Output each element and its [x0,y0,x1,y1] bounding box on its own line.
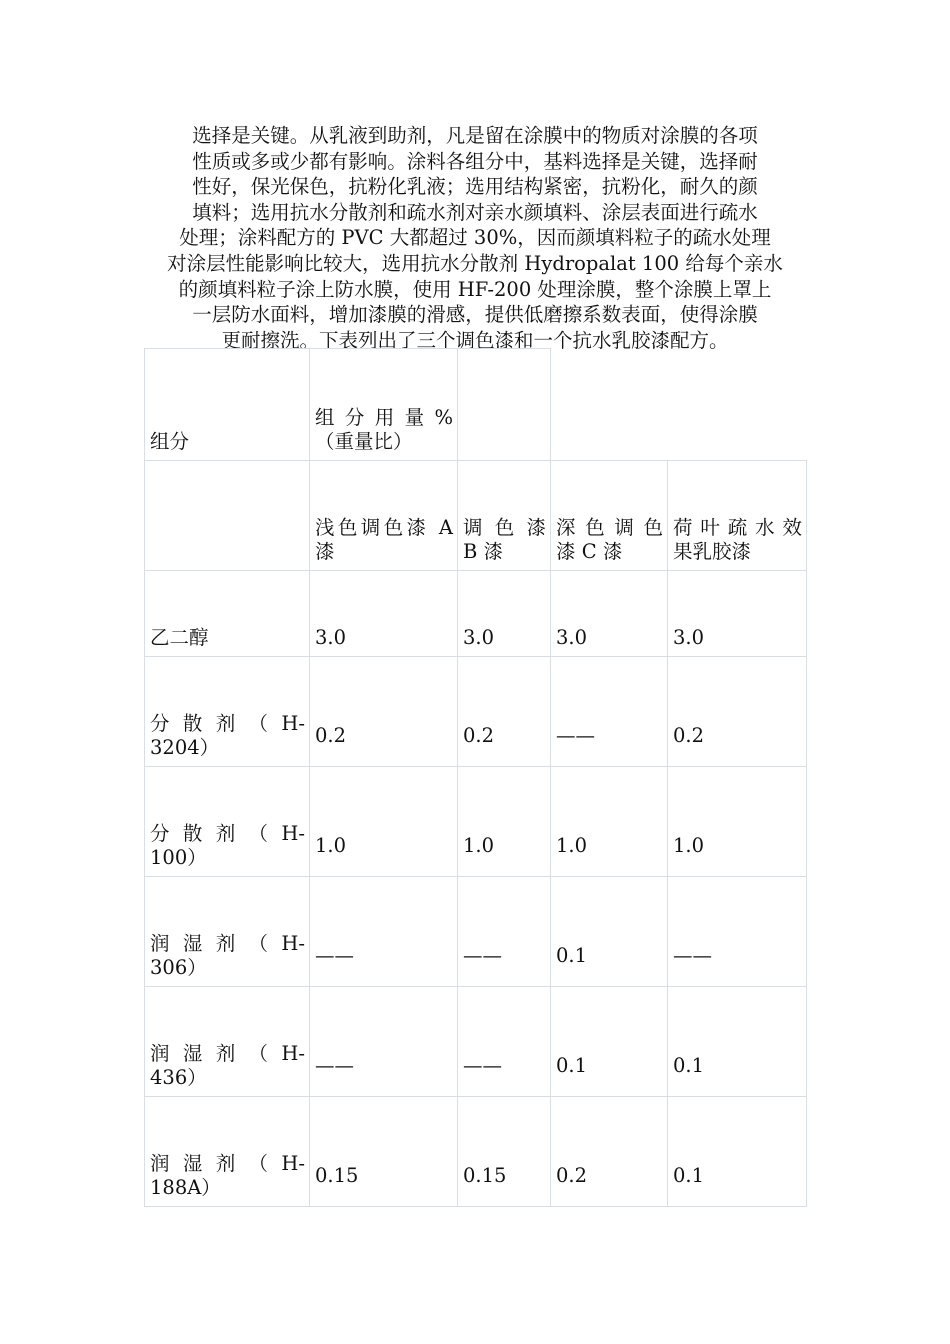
column-header-b: 调 色 漆 B 漆 [458,461,551,571]
cell-value: —— [551,657,668,767]
formula-table [144,348,807,1207]
paragraph-line: 一层防水面料，增加漆膜的滑感，提供低磨擦系数表面，使得涂膜 [192,303,758,327]
paragraph-line: 更耐擦洗。下表列出了三个调色漆和一个抗水乳胶漆配方。 [221,328,729,352]
column-header-c: 深 色 调 色 漆 C 漆 [551,461,668,571]
cell-value: 3.0 [668,571,807,657]
paragraph-line: 填料；选用抗水分散剂和疏水剂对亲水颜填料、涂层表面进行疏水 [192,200,758,224]
table-subheader-row [145,461,807,571]
cell-value: 0.1 [551,877,668,987]
cell-value: 1.0 [310,767,458,877]
column-header-d: 荷 叶 疏 水 效 果乳胶漆 [668,461,807,571]
cell-value: —— [458,987,551,1097]
row-label: 分 散 剂 （ H-3204） [145,657,310,767]
cell-value: —— [458,877,551,987]
cell-value: —— [668,877,807,987]
row-label: 润 湿 剂 （ H-188A） [145,1097,310,1207]
cell-value: 0.2 [551,1097,668,1207]
header-component: 组分 [145,349,310,461]
cell-value: 3.0 [458,571,551,657]
cell-value: 0.2 [668,657,807,767]
table-row [145,987,807,1097]
paragraph-line: 处理；涂料配方的 PVC 大都超过 30%，因而颜填料粒子的疏水处理 [179,226,771,250]
header-amount: 组 分 用 量 %（重量比） [310,349,458,461]
row-label: 润 湿 剂 （ H-306） [145,877,310,987]
cell-value: 0.1 [668,1097,807,1207]
cell-value: 1.0 [668,767,807,877]
subheader-empty-cell [145,461,310,571]
paragraph-line: 对涂层性能影响比较大，选用抗水分散剂 Hydropalat 100 给每个亲水 [167,251,783,275]
header-blank [551,349,807,461]
cell-value: 0.1 [551,987,668,1097]
intro-paragraph [140,123,810,353]
cell-value: —— [310,987,458,1097]
paragraph-line: 性质或多或少都有影响。涂料各组分中，基料选择是关键，选择耐 [192,149,758,173]
column-header-a: 浅色调色漆 A 漆 [310,461,458,571]
header-empty-cell [458,349,551,461]
table-row [145,877,807,987]
paragraph-line: 选择是关键。从乳液到助剂，凡是留在涂膜中的物质对涂膜的各项 [192,124,758,147]
row-label: 乙二醇 [145,571,310,657]
paragraph-line: 性好，保光保色，抗粉化乳液；选用结构紧密，抗粉化，耐久的颜 [192,175,758,199]
cell-value: 0.15 [310,1097,458,1207]
cell-value: 0.2 [310,657,458,767]
cell-value: 1.0 [458,767,551,877]
table-header-row [145,349,807,461]
table-row [145,767,807,877]
cell-value: 3.0 [551,571,668,657]
table-row [145,657,807,767]
cell-value: 3.0 [310,571,458,657]
cell-value: —— [310,877,458,987]
table-row [145,1097,807,1207]
cell-value: 1.0 [551,767,668,877]
cell-value: 0.2 [458,657,551,767]
cell-value: 0.15 [458,1097,551,1207]
row-label: 分 散 剂 （ H-100） [145,767,310,877]
row-label: 润 湿 剂 （ H-436） [145,987,310,1097]
paragraph-line: 的颜填料粒子涂上防水膜，使用 HF-200 处理涂膜，整个涂膜上罩上 [178,277,772,301]
table-row [145,571,807,657]
cell-value: 0.1 [668,987,807,1097]
